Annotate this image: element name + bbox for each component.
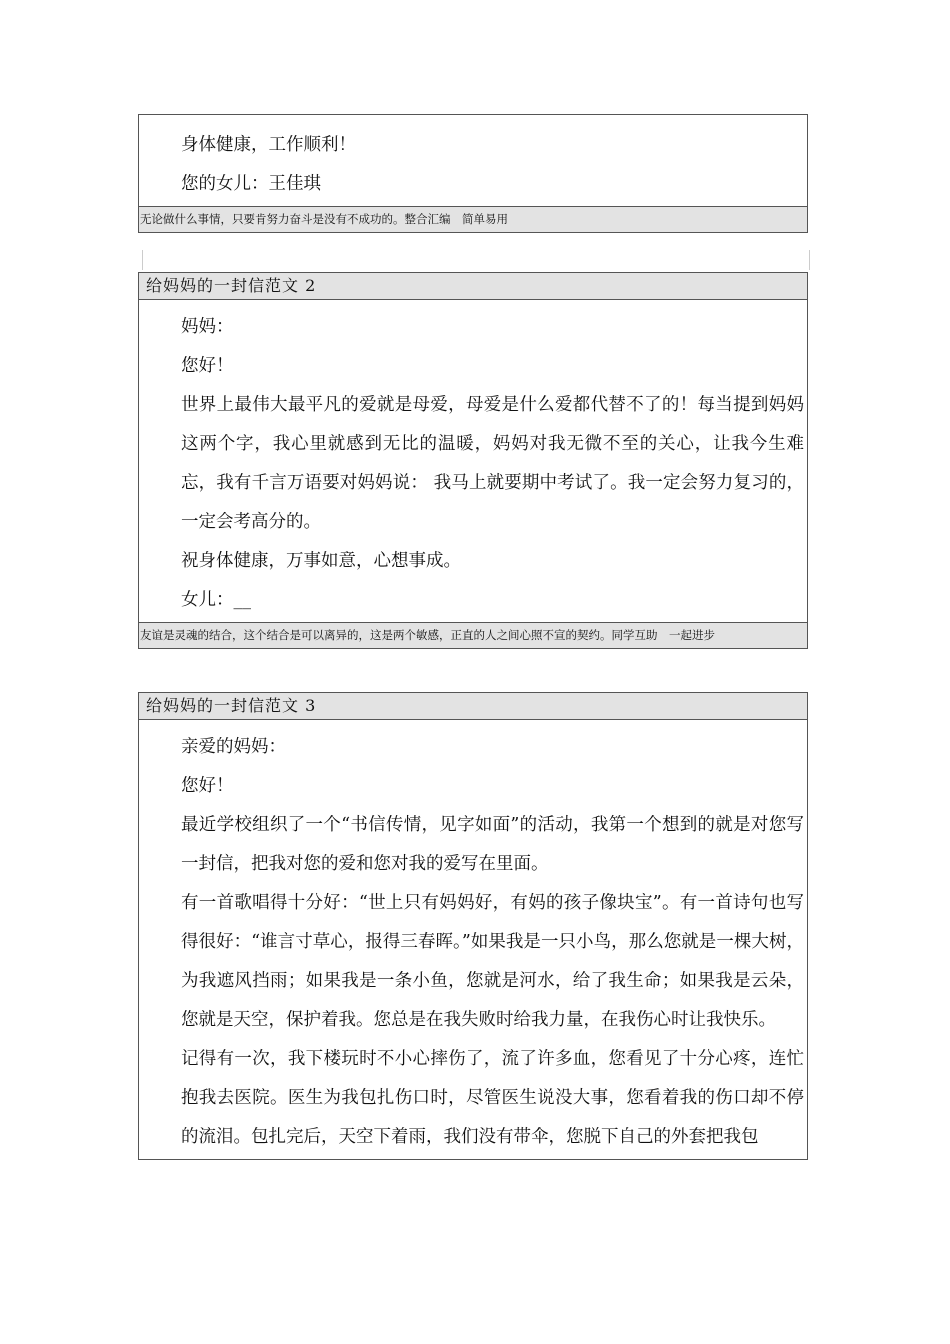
page-footer-note: 无论做什么事情，只要肯努力奋斗是没有不成功的。整合汇编 简单易用 [139,206,807,232]
greeting: 亲爱的妈妈： [181,737,286,757]
signature: 女儿：__ [181,590,251,610]
letter-3 [138,692,808,1160]
signature: 您的女儿：王佳琪 [181,174,321,194]
greeting: 妈妈： [181,317,234,337]
body-paragraph: 记得有一次，我下楼玩时不小心摔伤了，流了许多血，您看见了十分心疼，连忙抱我去医院。医生为我包扎伤口时，尽管医生说没大事，您看着我的伤口却不停的流泪。包扎完后，天空下着雨，我们没有带伞，您脱下自己的外套把我包 [181,1049,804,1147]
body-paragraph: 最近学校组织了一个“书信传情，见字如面”的活动，我第一个想到的就是对您写一封信，把我对您的爱和您对我的爱写在里面。 [181,815,804,874]
body-paragraph: 世界上最伟大最平凡的爱就是母爱，母爱是什么爱都代替不了的！每当提到妈妈 这两个字，我心里就感到无比的温暖，妈妈对我无微不至的关心，让我今生难忘，我有千言万语要对妈妈说： 我马上就要期中考试了。我一定会努力复习的，一定会考高分的。 [181,395,804,532]
body-paragraph: 有一首歌唱得十分好：“世上只有妈妈好，有妈的孩子像块宝”。有一首诗句也写得很好：“谁言寸草心，报得三春晖。”如果我是一只小鸟，那么您就是一棵大树，为我遮风挡雨；如果我是一条小鱼，您就是河水，给了我生命；如果我是云朵，您就是天空，保护着我。您总是在我失败时给我力量，在我伤心时让我快乐。 [181,893,804,1030]
closing-wish: 祝身体健康，万事如意，心想事成。 [181,551,461,571]
salutation: 您好！ [181,356,234,376]
page-footer-note: 友谊是灵魂的结合，这个结合是可以离异的，这是两个敏感，正直的人之间心照不宣的契约。同学互助 一起进步 [139,622,807,648]
closing-wish: 身体健康，工作顺利！ [181,135,356,155]
letter-1-tail [138,114,808,233]
salutation: 您好！ [181,776,234,796]
section-divider [142,250,810,270]
letter-2 [138,272,808,649]
section-title: 给妈妈的一封信范文 3 [139,693,807,720]
section-title: 给妈妈的一封信范文 2 [139,273,807,300]
